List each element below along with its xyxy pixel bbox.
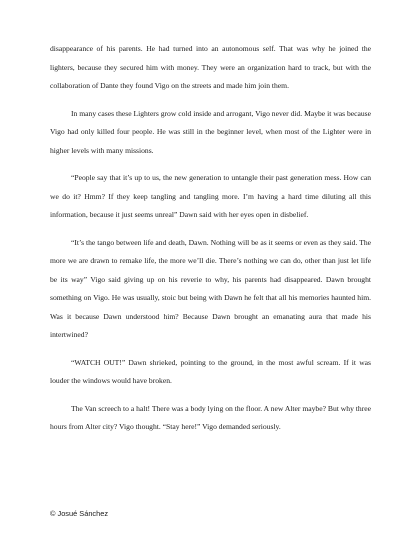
paragraph-4: “It’s the tango between life and death, Dawn. Nothing will be as it seems or even as they said. The more we are drawn to remake life, the more we’ll die. There’s nothing we can do, other than just let life be its way” Vigo said giving up on his reverie to why, his parents had disappeared. Dawn brought something on Vigo. He was usually, stoic but being with Dawn he felt that all his memories haunted him. Was it because Dawn understood him? Because Dawn brought an emanating aura that made his intertwined? — [50, 237, 371, 339]
paragraph-2: In many cases these Lighters grow cold inside and arrogant, Vigo never did. Maybe it was because Vigo had only killed four people. He was still in the beginner level, when most of the Lighter were in higher levels with many missions. — [50, 108, 371, 155]
paragraph-1: disappearance of his parents. He had turned into an autonomous self. That was why he joined the lighters, because they secured him with money. They were an organization hard to track, but with the collaboration of Dante they found Vigo on the streets and made him join them. — [50, 44, 371, 90]
paragraph-5: “WATCH OUT!” Dawn shrieked, pointing to the ground, in the most awful scream. If it was louder the windows would have broken. — [50, 357, 371, 385]
paragraph-6: The Van screech to a halt! There was a body lying on the floor. A new Alter maybe? But why three hours from Alter city? Vigo thought. “Stay here!” Vigo demanded seriously. — [50, 403, 371, 431]
body-text — [50, 40, 371, 446]
copyright-footer: © Josué Sánchez — [50, 509, 109, 518]
paragraph-3: “People say that it’s up to us, the new generation to untangle their past generation mess. How can we do it? Hmm? If they keep tangling and tangling more. I’m having a hard time diluting all this information, because it just seems unreal” Dawn said with her eyes open in disbelief. — [50, 173, 371, 219]
